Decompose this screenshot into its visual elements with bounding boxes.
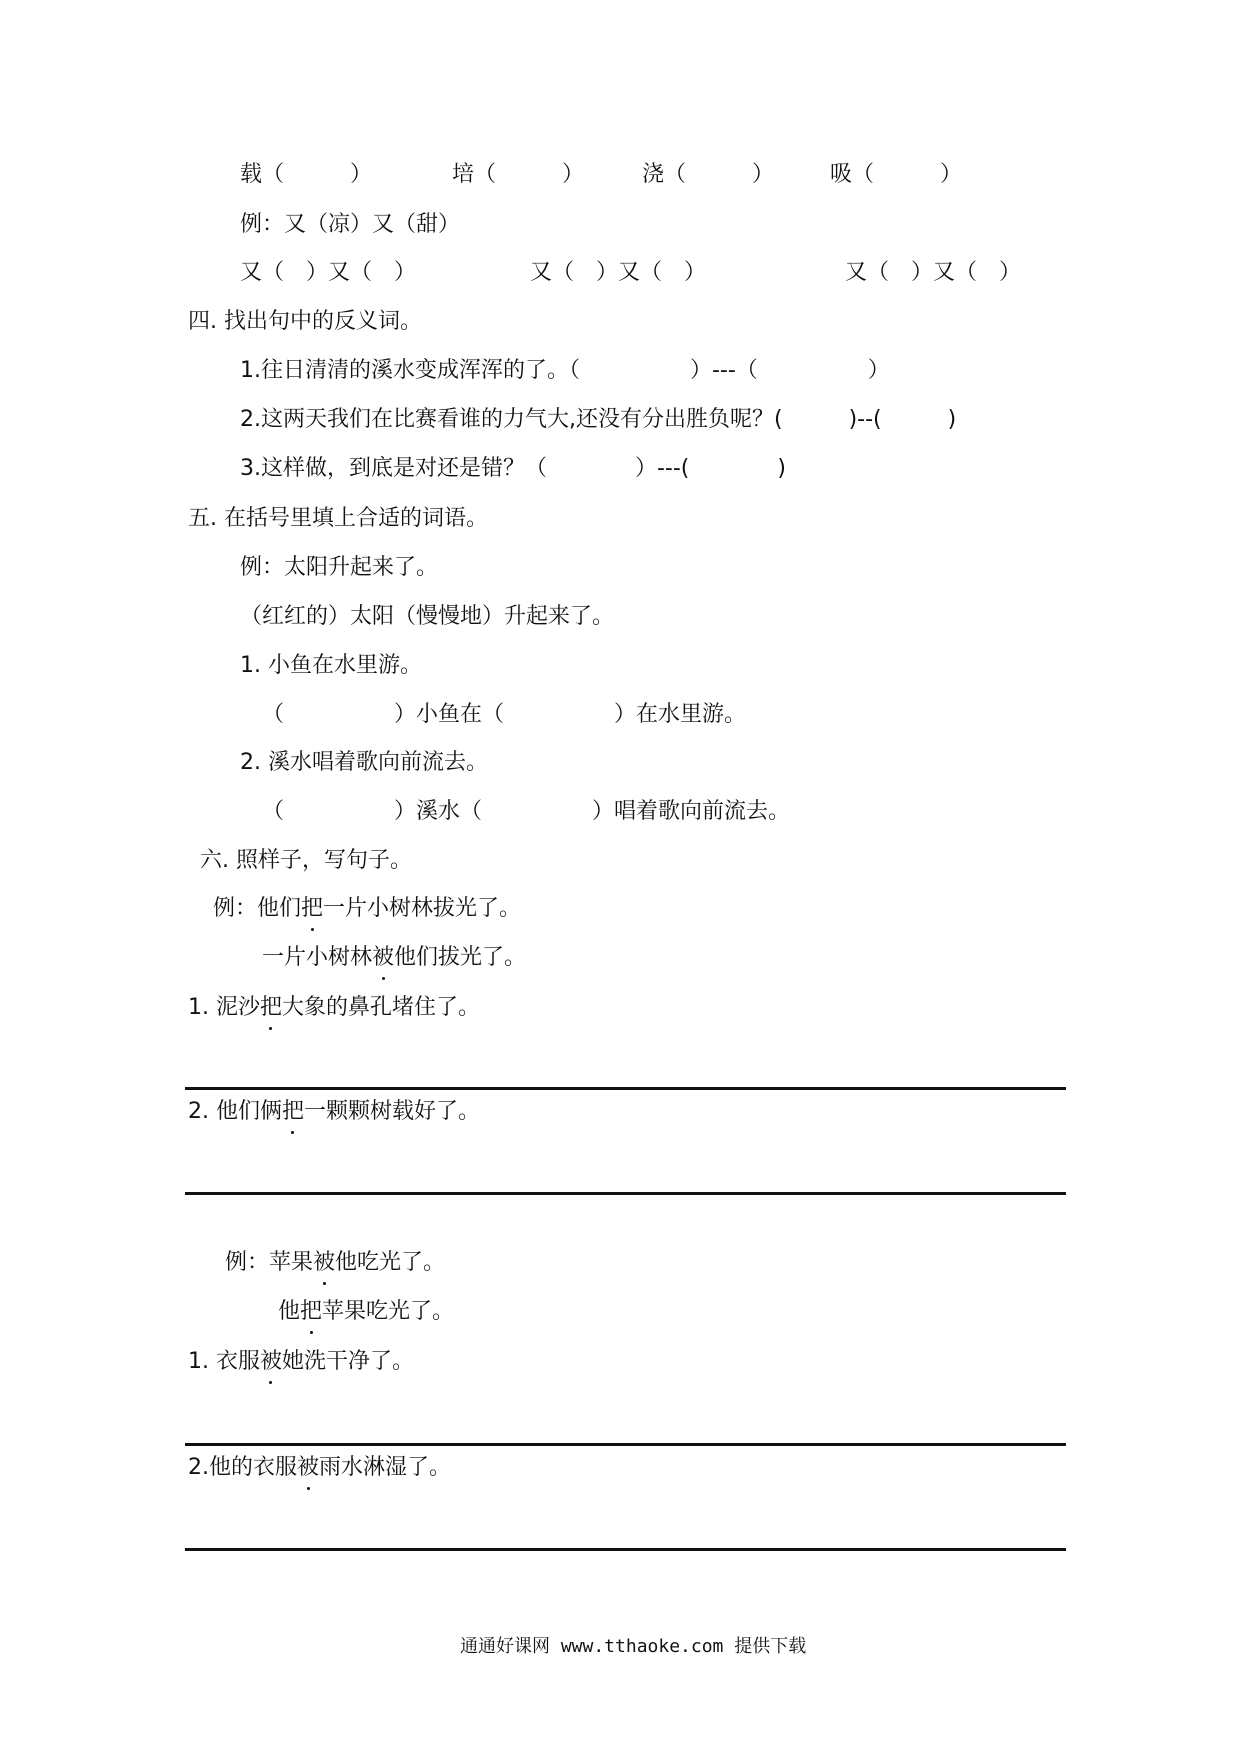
section5-example-answer: （红红的）太阳（慢慢地）升起来了。: [240, 604, 615, 629]
section6-heading: 六. 照样子，写句子。: [200, 848, 412, 873]
you-blank-1: 又（ ）又（ ）: [240, 260, 417, 285]
answer-line-1: [185, 1087, 1066, 1090]
you-blank-2: 又（ ）又（ ）: [530, 260, 707, 285]
you-blank-3: 又（ ）又（ ）: [845, 260, 1022, 285]
section5-heading: 五. 在括号里填上合适的词语。: [188, 506, 488, 531]
section5-example: 例：太阳升起来了。: [240, 555, 439, 580]
answer-line-4: [185, 1548, 1066, 1551]
section6-q4: 2.他的衣服被雨水淋湿了。: [188, 1453, 451, 1483]
section6-example1: 例：他们把一片小树林拔光了。: [213, 894, 521, 924]
fill-item-zai: 载（ ）: [240, 162, 373, 187]
section4-heading: 四. 找出句中的反义词。: [188, 309, 422, 334]
fill-item-jiao: 浇（ ）: [642, 162, 775, 187]
section5-q1-blank: （ ）小鱼在（ ）在水里游。: [262, 702, 747, 727]
section6-q1: 1. 泥沙把大象的鼻孔堵住了。: [188, 993, 480, 1023]
section5-q2-blank: （ ）溪水（ ）唱着歌向前流去。: [262, 799, 791, 824]
answer-line-2: [185, 1192, 1066, 1195]
section6-example1-answer: 一片小树林被他们拔光了。: [262, 943, 526, 973]
section6-q3: 1. 衣服被她洗干净了。: [188, 1347, 414, 1377]
section6-q2: 2. 他们俩把一颗颗树载好了。: [188, 1097, 480, 1127]
section5-q1: 1. 小鱼在水里游。: [240, 653, 422, 678]
footer-credit: 通通好课网 www.tthaoke.com 提供下载: [460, 1636, 807, 1657]
section6-example2: 例：苹果被他吃光了。: [225, 1248, 445, 1278]
section4-item-2: 2.这两天我们在比赛看谁的力气大,还没有分出胜负呢？( )--( ): [240, 407, 957, 432]
section6-example2-answer: 他把苹果吃光了。: [278, 1297, 454, 1327]
fill-item-xi: 吸（ ）: [830, 162, 963, 187]
section4-item-1: 1.往日清清的溪水变成浑浑的了。（ ）---（ ）: [240, 358, 890, 383]
section4-item-3: 3.这样做，到底是对还是错？（ ）---( ): [240, 456, 786, 481]
fill-item-pei: 培（ ）: [452, 162, 585, 187]
answer-line-3: [185, 1443, 1066, 1446]
section3-example: 例：又（凉）又（甜）: [240, 212, 461, 237]
section5-q2: 2. 溪水唱着歌向前流去。: [240, 750, 488, 775]
